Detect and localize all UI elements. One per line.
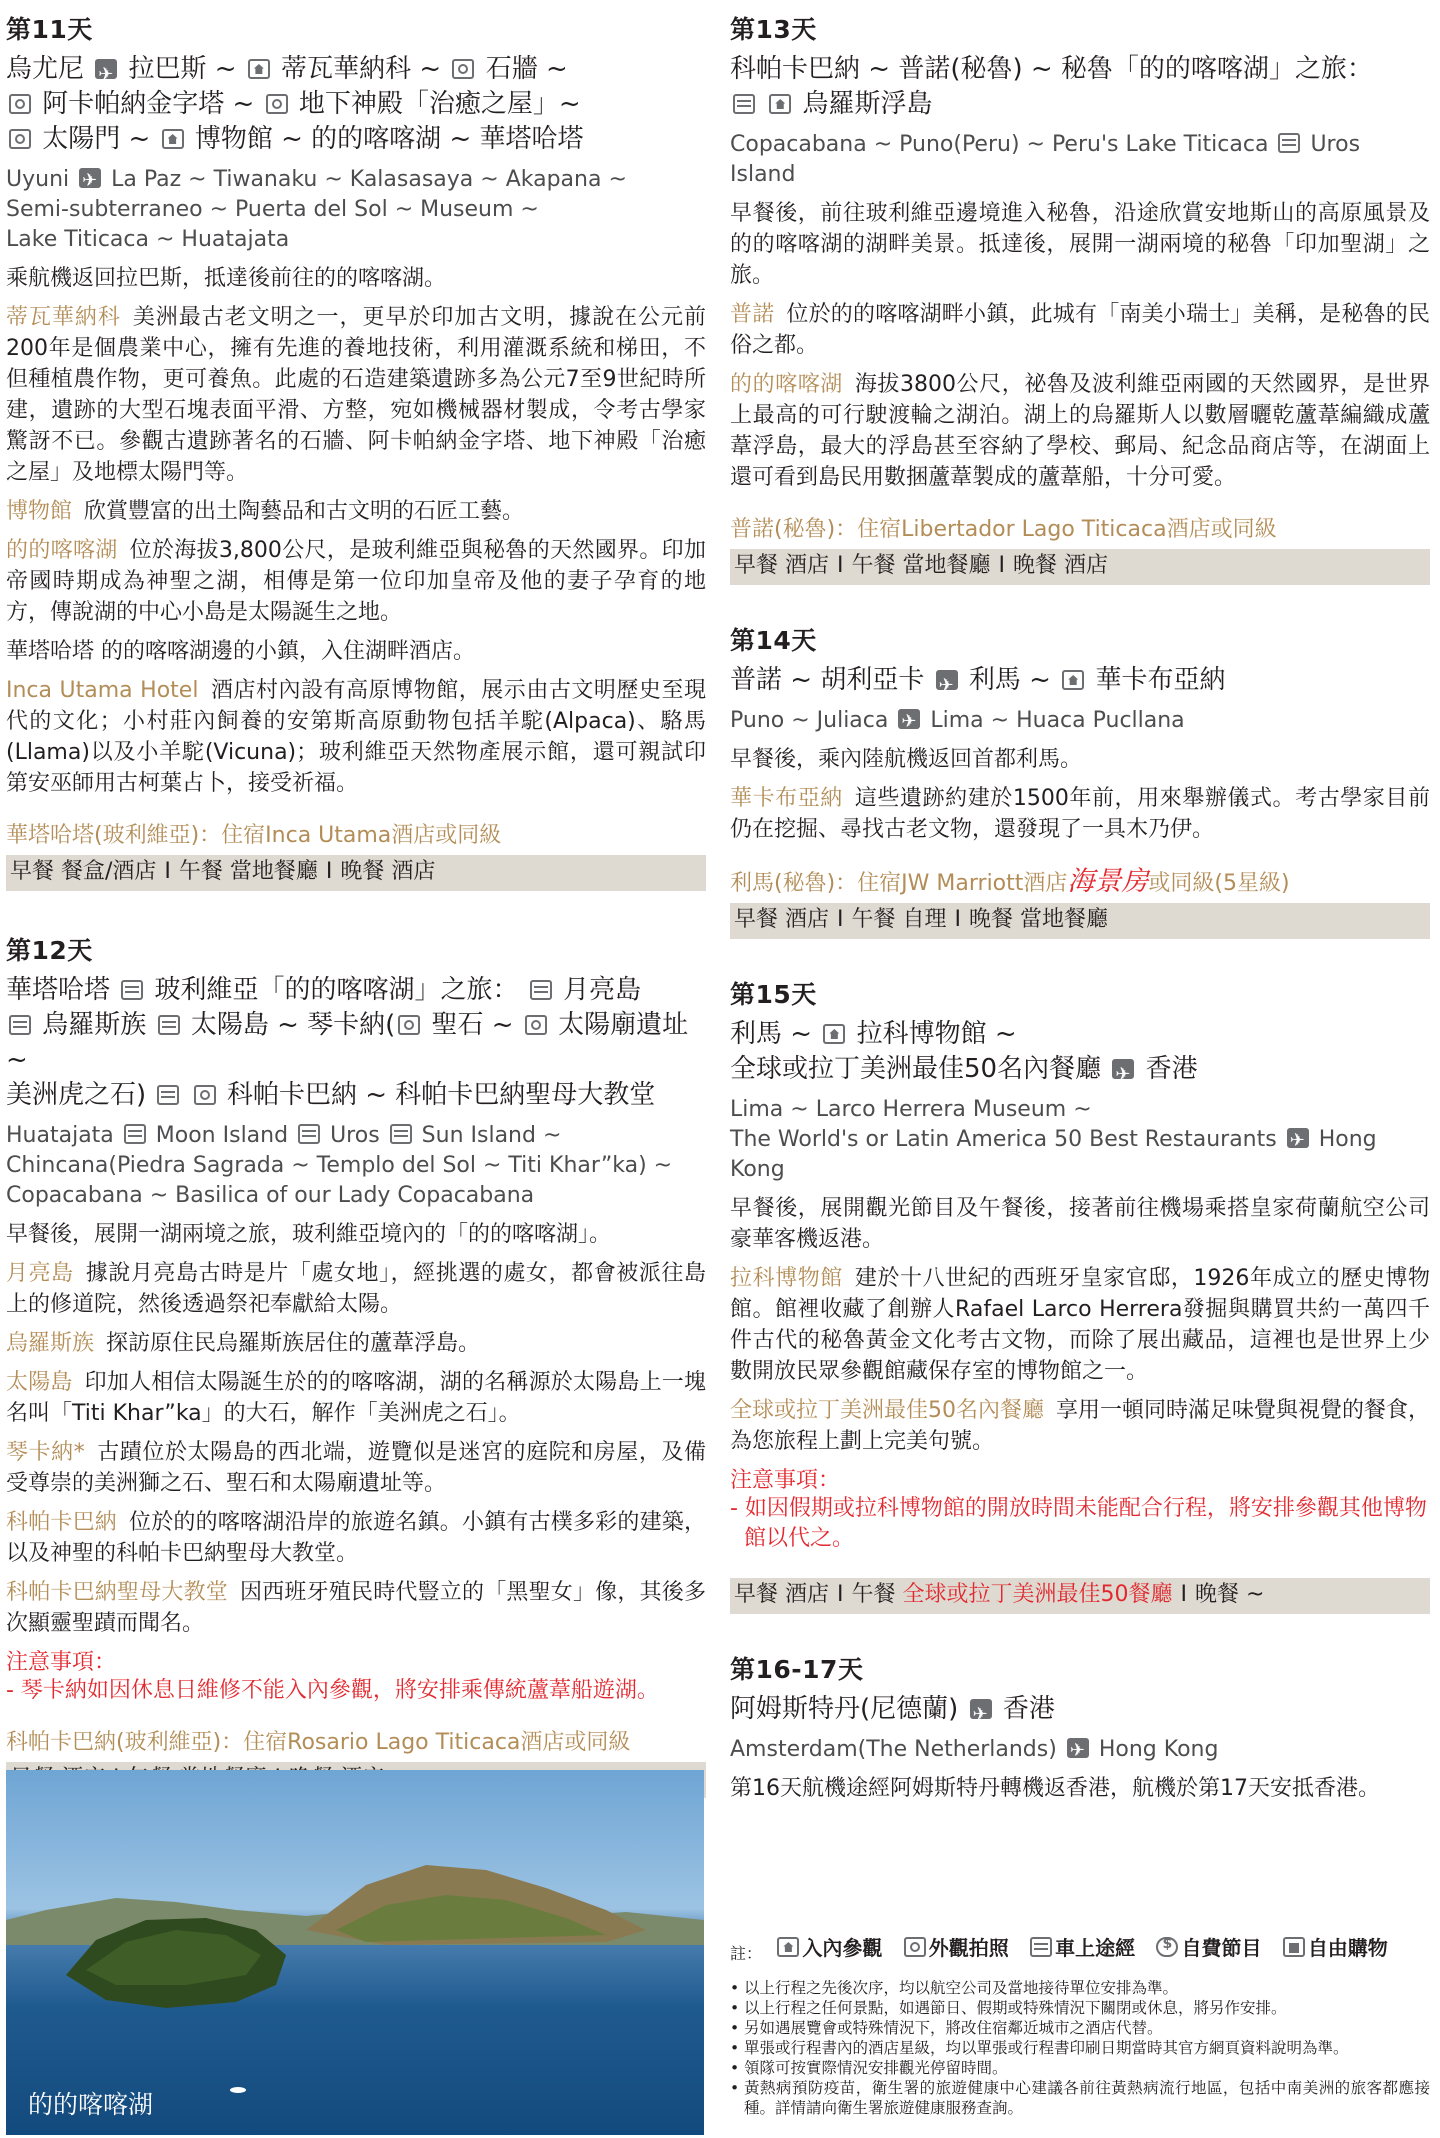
note-title: 注意事項： bbox=[730, 1468, 841, 1493]
shopping-bag-icon bbox=[1283, 1937, 1305, 1957]
hotel-text: 利馬(秘魯)：住宿JW Marriott酒店 bbox=[730, 871, 1068, 896]
route-en-text: Puno ~ Juliaca bbox=[730, 708, 889, 733]
highlight-paragraph bbox=[730, 783, 1430, 845]
hotel-info: 科帕卡巴納(玻利維亞)：住宿Rosario Lago Titicaca酒店或同級 bbox=[6, 1730, 631, 1755]
route-en-text: Semi-subterraneo ~ Puerta del Sol ~ Museum ~ bbox=[6, 197, 539, 222]
meals-bar bbox=[730, 903, 1430, 939]
highlight-label: 的的喀喀湖 bbox=[6, 538, 118, 563]
day-13-section bbox=[730, 10, 1430, 585]
highlight-paragraph bbox=[6, 1507, 706, 1569]
camera-icon bbox=[398, 1015, 420, 1035]
house-icon bbox=[162, 129, 184, 149]
route-en-text: Chincana(Piedra Sagrada ~ Templo del Sol ~ Titi Khar”ka) ~ bbox=[6, 1153, 673, 1178]
meal-separator: I bbox=[998, 553, 1005, 578]
highlight-label: 的的喀喀湖 bbox=[730, 372, 843, 397]
meal-lunch-restaurant: 全球或拉丁美洲最佳50餐廳 bbox=[902, 1582, 1173, 1607]
house-icon bbox=[823, 1024, 845, 1044]
meal-dinner: 晚餐 ~ bbox=[1195, 1582, 1265, 1607]
footnote-item: • 單張或行程書內的酒店星級，均以單張或行程書印刷日期當時其官方網頁資料說明為準。 bbox=[730, 2038, 1430, 2058]
highlight-text: 古蹟位於太陽島的西北端，遊覽似是迷宮的庭院和房屋，及備受尊崇的美洲獅之石、聖石和太陽廟遺址等。 bbox=[6, 1440, 706, 1496]
highlight-text: 華塔哈塔 的的喀喀湖邊的小鎮，入住湖畔酒店。 bbox=[6, 639, 475, 664]
legend-item bbox=[901, 1932, 1009, 1961]
footnote-item: • 黃熱病預防疫苗，衛生署的旅遊健康中心建議各前往黃熱病流行地區，包括中南美洲的旅客都應接種。詳情請向衛生署旅遊健康服務查詢。 bbox=[730, 2078, 1430, 2118]
route-text: 烏羅斯族 bbox=[42, 1010, 147, 1040]
day-16-17-section bbox=[730, 1650, 1430, 1804]
highlight-text: 印加人相信太陽誕生於的的喀喀湖，湖的名稱源於太陽島上一塊名叫「Titi Khar”ka」的大石，解作「美洲虎之石」。 bbox=[6, 1370, 706, 1426]
highlight-text: 位於的的喀喀湖畔小鎮，此城有「南美小瑞士」美稱，是秘魯的民俗之都。 bbox=[730, 302, 1430, 358]
highlight-paragraph bbox=[6, 1328, 706, 1359]
highlight-text: 探訪原住民烏羅斯族居住的蘆葦浮島。 bbox=[106, 1331, 481, 1356]
route-en-text: Hong Kong bbox=[1098, 1737, 1219, 1762]
route-text: 華塔哈塔 bbox=[6, 975, 111, 1005]
route-en bbox=[730, 1095, 1430, 1185]
meal-breakfast: 早餐 酒店 bbox=[734, 553, 829, 578]
intro-text: 乘航機返回拉巴斯，抵達後前往的的喀喀湖。 bbox=[6, 266, 447, 291]
highlight-label: 烏羅斯族 bbox=[6, 1331, 95, 1356]
highlight-label: 普諾 bbox=[730, 302, 775, 327]
right-column bbox=[730, 0, 1430, 1804]
meals-bar bbox=[6, 855, 706, 891]
intro-text: 早餐後，乘內陸航機返回首都利馬。 bbox=[730, 747, 1083, 772]
route-text: 利馬 ~ bbox=[968, 665, 1051, 695]
highlight-paragraph bbox=[6, 1577, 706, 1639]
route-text: 烏尤尼 bbox=[6, 54, 85, 84]
highlight-text: 據說月亮島古時是片「處女地」，經挑選的處女，都會被派往島上的修道院，然後透過祭祀奉獻給太陽。 bbox=[6, 1261, 706, 1317]
route-text: 石牆 ~ bbox=[485, 54, 568, 84]
day-title: 第13天 bbox=[730, 15, 817, 44]
note-item: - 琴卡納如因休息日維修不能入內參觀，將安排乘傳統蘆葦船遊湖。 bbox=[6, 1678, 659, 1703]
route-text: 地下神殿「治癒之屋」~ bbox=[298, 89, 581, 119]
house-icon bbox=[769, 94, 791, 114]
highlight-label: 華卡布亞納 bbox=[730, 786, 843, 811]
route-text: 全球或拉丁美洲最佳50名內餐廳 bbox=[730, 1054, 1102, 1084]
hotel-info: 普諾(秘魯)：住宿Libertador Lago Titicaca酒店或同級 bbox=[730, 517, 1277, 542]
legend-item bbox=[1280, 1932, 1388, 1961]
route-text: 玻利維亞「的的喀喀湖」之旅： bbox=[154, 975, 519, 1005]
bus-icon bbox=[9, 1015, 31, 1035]
bus-icon bbox=[298, 1124, 320, 1144]
route-text: 博物館 ~ 的的喀喀湖 ~ 華塔哈塔 bbox=[194, 124, 584, 154]
house-icon bbox=[248, 59, 270, 79]
highlight-label: 博物館 bbox=[6, 499, 73, 524]
meal-separator: I bbox=[164, 859, 171, 884]
route-en-text: Copacabana ~ Basilica of our Lady Copacabana bbox=[6, 1183, 535, 1208]
highlight-paragraph bbox=[6, 675, 706, 799]
bus-icon bbox=[390, 1124, 412, 1144]
route-text: 普諾 ~ 胡利亞卡 bbox=[730, 665, 925, 695]
plane-icon bbox=[898, 709, 920, 729]
meal-breakfast: 早餐 餐盒/酒店 bbox=[10, 859, 157, 884]
highlight-label: Inca Utama Hotel bbox=[6, 678, 199, 703]
route-en bbox=[6, 165, 706, 255]
hotel-info: 華塔哈塔(玻利維亞)：住宿Inca Utama酒店或同級 bbox=[6, 823, 502, 848]
meal-separator: I bbox=[954, 907, 961, 932]
meal-breakfast: 早餐 酒店 bbox=[734, 907, 829, 932]
house-icon bbox=[777, 1937, 799, 1957]
route-text: 太陽廟遺址 ~ bbox=[6, 1010, 689, 1075]
meal-separator: I bbox=[325, 859, 333, 884]
highlight-text: 位於海拔3,800公尺，是玻利維亞與秘魯的天然國界。印加帝國時期成為神聖之湖，相傳是第一位印加皇帝及他的妻子孕育的地方，傳說湖的中心小島是太陽誕生之地。 bbox=[6, 538, 706, 625]
highlight-label: 科帕卡巴納聖母大教堂 bbox=[6, 1580, 228, 1605]
meal-lunch: 午餐 當地餐廳 bbox=[851, 553, 991, 578]
highlight-text: 位於的的喀喀湖沿岸的旅遊名鎮。小鎮有古樸多彩的建築，以及神聖的科帕卡巴納聖母大教堂。 bbox=[6, 1510, 706, 1566]
dollar-icon bbox=[1156, 1937, 1178, 1957]
route-en bbox=[730, 706, 1430, 736]
bus-icon bbox=[158, 1015, 180, 1035]
meal-dinner: 晚餐 當地餐廳 bbox=[969, 907, 1108, 932]
plane-icon bbox=[936, 670, 958, 690]
bus-icon bbox=[124, 1124, 146, 1144]
bus-icon bbox=[1278, 133, 1300, 153]
route-text: 美洲虎之石) bbox=[6, 1080, 147, 1110]
route-en-text: Sun Island ~ bbox=[421, 1123, 562, 1148]
meal-lunch: 午餐 當地餐廳 bbox=[178, 859, 318, 884]
camera-icon bbox=[9, 94, 31, 114]
highlight-label: 拉科博物館 bbox=[730, 1266, 843, 1291]
route-zh bbox=[6, 973, 706, 1113]
intro-text: 早餐後，前往玻利維亞邊境進入秘魯，沿途欣賞安地斯山的高原風景及的的喀喀湖的湖畔美景。抵達後，展開一湖兩境的秘魯「印加聖湖」之旅。 bbox=[730, 201, 1430, 288]
route-en-text: Lake Titicaca ~ Huatajata bbox=[6, 227, 290, 252]
highlight-text: 美洲最古老文明之一，更早於印加古文明，據說在公元前200年是個農業中心，擁有先進的養地技術，利用灌溉系統和梯田，不但種植農作物，更可養魚。此處的石造建築遺跡多為公元7至9世紀時所建，遺跡的大型石塊表面平滑、方整，宛如機械器材製成，令考古學家驚訝不已。參觀古遺跡著名的石牆、阿卡帕納金字塔、地下神殿「治癒之屋」及地標太陽門等。 bbox=[6, 305, 706, 485]
route-zh bbox=[730, 663, 1430, 698]
highlight-label: 琴卡納* bbox=[6, 1440, 85, 1465]
route-en-text: Lima ~ Larco Herrera Museum ~ bbox=[730, 1097, 1092, 1122]
house-icon bbox=[1062, 670, 1084, 690]
legend-text: 入內參觀 bbox=[802, 1936, 883, 1960]
bus-icon bbox=[733, 94, 755, 114]
route-text: 烏羅斯浮島 bbox=[802, 89, 933, 119]
day-title: 第12天 bbox=[6, 936, 93, 965]
highlight-paragraph bbox=[6, 496, 706, 527]
intro-text: 早餐後，展開一湖兩境之旅，玻利維亞境內的「的的喀喀湖」。 bbox=[6, 1222, 612, 1247]
meal-separator: I bbox=[837, 907, 844, 932]
route-text: 太陽島 ~ 琴卡納( bbox=[190, 1010, 396, 1040]
day-11-section bbox=[6, 10, 706, 891]
bus-icon bbox=[121, 980, 143, 1000]
meal-dinner: 晚餐 酒店 bbox=[1013, 553, 1108, 578]
route-text: 利馬 ~ bbox=[730, 1019, 813, 1049]
highlight-paragraph bbox=[6, 1258, 706, 1320]
route-en bbox=[730, 1735, 1430, 1765]
day-title: 第11天 bbox=[6, 15, 93, 44]
footnote-item: • 另如遇展覽會或特殊情況下，將改住宿鄰近城市之酒店代替。 bbox=[730, 2018, 1430, 2038]
meals-bar bbox=[730, 1578, 1430, 1614]
route-zh bbox=[730, 1017, 1430, 1087]
highlight-text: 建於十八世紀的西班牙皇家官邸，1926年成立的歷史博物館。館裡收藏了創辦人Rafael Larco Herrera發掘與購買共約一萬四千件古代的秘魯黃金文化考古文物，而除了展出藏品，這裡也是世界上少數開放民眾參觀館藏保存室的博物館之一。 bbox=[730, 1266, 1430, 1384]
intro-text: 第16天航機途經阿姆斯特丹轉機返香港，航機於第17天安抵香港。 bbox=[730, 1776, 1380, 1801]
route-en-text: Amsterdam(The Netherlands) bbox=[730, 1737, 1057, 1762]
route-en-text: The World's or Latin America 50 Best Restaurants bbox=[730, 1127, 1277, 1152]
legend-text: 自費節目 bbox=[1181, 1936, 1262, 1960]
icon-legend bbox=[730, 1932, 1430, 1964]
note-item: - 如因假期或拉科博物館的開放時間未能配合行程，將安排參觀其他博物館以代之。 bbox=[730, 1496, 1427, 1551]
camera-icon bbox=[194, 1085, 216, 1105]
legend-item bbox=[774, 1932, 882, 1961]
boat bbox=[230, 2087, 246, 2093]
camera-icon bbox=[525, 1015, 547, 1035]
route-text: 太陽門 ~ bbox=[42, 124, 151, 154]
route-text: 香港 bbox=[1002, 1694, 1055, 1724]
route-en-text: Uyuni bbox=[6, 167, 70, 192]
plane-icon bbox=[95, 59, 117, 79]
route-text: 華卡布亞納 bbox=[1095, 665, 1226, 695]
highlight-text: 海拔3800公尺，祕魯及波利維亞兩國的天然國界，是世界上最高的可行駛渡輪之湖泊。湖上的烏羅斯人以數層曬乾蘆葦編織成蘆葦浮島，最大的浮島甚至容納了學校、郵局、紀念品商店等，在湖面上還可看到島民用數捆蘆葦製成的蘆葦船，十分可愛。 bbox=[730, 372, 1430, 490]
day-title: 第14天 bbox=[730, 626, 817, 655]
plane-icon bbox=[1112, 1059, 1134, 1079]
camera-icon bbox=[9, 129, 31, 149]
route-en-text: Copacabana ~ Puno(Peru) ~ Peru's Lake Titicaca bbox=[730, 132, 1269, 157]
legend-text: 自由購物 bbox=[1307, 1936, 1388, 1960]
route-en-text: Uros bbox=[330, 1123, 380, 1148]
route-zh bbox=[6, 52, 706, 157]
lake-titicaca-photo bbox=[6, 1770, 704, 2135]
meal-breakfast: 早餐 酒店 bbox=[734, 1582, 829, 1607]
highlight-paragraph bbox=[6, 535, 706, 628]
route-en-text: Huatajata bbox=[6, 1123, 114, 1148]
meal-lunch: 午餐 自理 bbox=[851, 907, 947, 932]
route-text: 科帕卡巴納 ~ 普諾(秘魯) ~ 秘魯「的的喀喀湖」之旅： bbox=[730, 54, 1373, 84]
bus-icon bbox=[157, 1085, 179, 1105]
highlight-label: 全球或拉丁美洲最佳50名內餐廳 bbox=[730, 1398, 1044, 1423]
route-text: 拉科博物館 ~ bbox=[856, 1019, 1017, 1049]
route-en-text: Hong Kong bbox=[730, 1127, 1377, 1182]
route-en bbox=[6, 1121, 706, 1211]
highlight-text: 這些遺跡約建於1500年前，用來舉辦儀式。考古學家目前仍在挖掘、尋找古老文物，還發現了一具木乃伊。 bbox=[730, 786, 1430, 842]
footnote-item: • 以上行程之先後次序，均以航空公司及當地接待單位安排為準。 bbox=[730, 1978, 1430, 1998]
route-text: 拉巴斯 ~ bbox=[128, 54, 237, 84]
highlight-label: 蒂瓦華納科 bbox=[6, 305, 121, 330]
meal-dinner: 晚餐 酒店 bbox=[340, 859, 436, 884]
legend-text: 車上途經 bbox=[1055, 1936, 1136, 1960]
day-title: 第15天 bbox=[730, 980, 817, 1009]
highlight-paragraph bbox=[730, 369, 1430, 493]
route-text: 月亮島 bbox=[563, 975, 642, 1005]
meal-lunch: 午餐 bbox=[851, 1582, 896, 1607]
sea-view-room-label: 海景房 bbox=[1067, 866, 1149, 897]
footnotes bbox=[730, 1978, 1430, 2118]
highlight-paragraph bbox=[6, 1437, 706, 1499]
camera-icon bbox=[452, 59, 474, 79]
left-column bbox=[6, 0, 706, 1798]
plane-icon bbox=[970, 1699, 992, 1719]
route-text: 阿姆斯特丹(尼德蘭) bbox=[730, 1694, 959, 1724]
hotel-info bbox=[730, 867, 1430, 899]
meal-separator: I bbox=[1180, 1582, 1188, 1607]
note-title: 注意事項： bbox=[6, 1650, 117, 1675]
highlight-label: 月亮島 bbox=[6, 1261, 74, 1286]
footnote-item: • 以上行程之任何景點，如遇節日、假期或特殊情況下關閉或休息，將另作安排。 bbox=[730, 1998, 1430, 2018]
highlight-label: 太陽島 bbox=[6, 1370, 73, 1395]
camera-icon bbox=[904, 1937, 926, 1957]
route-en-text: Moon Island bbox=[155, 1123, 289, 1148]
highlight-paragraph bbox=[730, 299, 1430, 361]
legend-item bbox=[1027, 1932, 1135, 1961]
route-en-text: Uros Island bbox=[730, 132, 1361, 187]
plane-icon bbox=[1067, 1738, 1089, 1758]
meals-bar bbox=[730, 549, 1430, 585]
camera-icon bbox=[266, 94, 288, 114]
route-zh bbox=[730, 52, 1430, 122]
meal-separator: I bbox=[837, 553, 844, 578]
highlight-paragraph bbox=[6, 636, 706, 667]
route-text: 香港 bbox=[1145, 1054, 1198, 1084]
highlight-paragraph bbox=[730, 1263, 1430, 1387]
highlight-paragraph bbox=[730, 1395, 1430, 1457]
day-12-section bbox=[6, 931, 706, 1798]
footnote-item: • 領隊可按實際情況安排觀光停留時間。 bbox=[730, 2058, 1430, 2078]
route-text: 阿卡帕納金字塔 ~ bbox=[42, 89, 255, 119]
day-14-section bbox=[730, 621, 1430, 939]
highlight-text: 因西班牙殖民時代豎立的「黑聖女」像，其後多次顯靈聖蹟而聞名。 bbox=[6, 1580, 706, 1636]
highlight-text: 酒店村內設有高原博物館，展示由古文明歷史至現代的文化；小村莊內飼養的安第斯高原動物包括羊駝(Alpaca)、駱馬(Llama)以及小羊駝(Vicuna)；玻利維亞天然物產展示館，還可親試印第安巫師用古柯葉占卜，接受祈福。 bbox=[6, 678, 706, 796]
photo-caption: 的的喀喀湖 bbox=[28, 2090, 154, 2119]
plane-icon bbox=[79, 168, 101, 188]
day-title: 第16-17天 bbox=[730, 1655, 864, 1684]
bus-icon bbox=[530, 980, 552, 1000]
bus-icon bbox=[1030, 1937, 1052, 1957]
route-en bbox=[730, 130, 1430, 190]
highlight-text: 欣賞豐富的出土陶藝品和古文明的石匠工藝。 bbox=[84, 499, 525, 524]
route-en-text: La Paz ~ Tiwanaku ~ Kalasasaya ~ Akapana ~ bbox=[111, 167, 627, 192]
highlight-text: 享用一頓同時滿足味覺與視覺的餐食，為您旅程上劃上完美句號。 bbox=[730, 1398, 1431, 1454]
highlight-paragraph bbox=[6, 302, 706, 488]
route-text: 科帕卡巴納 ~ 科帕卡巴納聖母大教堂 bbox=[226, 1080, 656, 1110]
plane-icon bbox=[1287, 1128, 1309, 1148]
route-en-text: Lima ~ Huaca Pucllana bbox=[930, 708, 1185, 733]
meal-separator: I bbox=[837, 1582, 844, 1607]
route-text: 聖石 ~ bbox=[431, 1010, 514, 1040]
day-15-section bbox=[730, 975, 1430, 1614]
lake-illustration bbox=[6, 1770, 704, 2135]
highlight-label: 科帕卡巴納 bbox=[6, 1510, 117, 1535]
route-zh bbox=[730, 1692, 1430, 1727]
highlight-paragraph bbox=[6, 1367, 706, 1429]
hotel-text: 或同級(5星級) bbox=[1148, 871, 1290, 896]
legend-label: 註： bbox=[730, 1944, 763, 1963]
intro-text: 早餐後，展開觀光節目及午餐後，接著前往機場乘搭皇家荷蘭航空公司豪華客機返港。 bbox=[730, 1196, 1430, 1252]
legend-text: 外觀拍照 bbox=[928, 1936, 1009, 1960]
route-text: 蒂瓦華納科 ~ bbox=[281, 54, 442, 84]
legend-item bbox=[1153, 1932, 1261, 1961]
